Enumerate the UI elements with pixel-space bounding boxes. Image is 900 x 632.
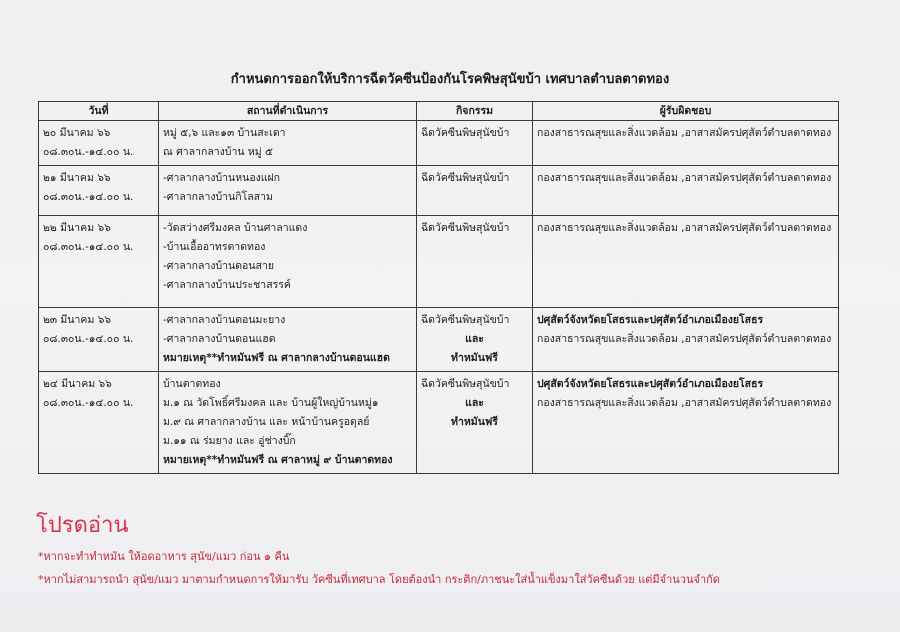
place-note: หมายเหตุ**ทำหมันฟรี ณ ศาลาหมู่ ๙ บ้านตาดทอง	[163, 454, 393, 466]
cell-responsible	[533, 216, 839, 308]
cell-responsible	[533, 372, 839, 474]
cell-activity	[417, 216, 533, 308]
cell-date	[39, 372, 159, 474]
cell-date	[39, 121, 159, 166]
schedule-table	[38, 101, 839, 474]
responsible-line: ปศุสัตว์จังหวัดยโสธรและปศุสัตว์อำเภอเมืองยโสธร	[537, 378, 764, 390]
time-text: ๐๘.๓๐น.-๑๔.๐๐ น.	[43, 146, 134, 158]
place-note: หมายเหตุ**ทำหมันฟรี ณ ศาลากลางบ้านดอนแฮด	[163, 352, 390, 364]
cell-date	[39, 166, 159, 216]
activity-line: ฉีดวัคซีนพิษสุนัขบ้า	[421, 172, 510, 184]
header-place: สถานที่ดำเนินการ	[159, 102, 417, 121]
activity-line: ฉีดวัคซีนพิษสุนัขบ้า	[421, 127, 510, 139]
place-line: -ศาลากลางบ้านกิโลสาม	[163, 191, 273, 203]
place-line: ณ ศาลากลางบ้าน หมู่ ๕	[163, 146, 273, 158]
time-text: ๐๘.๓๐น.-๑๔.๐๐ น.	[43, 241, 134, 253]
time-text: ๐๘.๓๐น.-๑๔.๐๐ น.	[43, 333, 134, 345]
responsible-line: กองสาธารณสุขและสิ่งแวดล้อม ,อาสาสมัครปศุสัตว์ตำบลตาดทอง	[537, 333, 832, 345]
cell-place	[159, 166, 417, 216]
place-line: -บ้านเอื้ออาทรตาดทอง	[163, 241, 266, 253]
table-row	[39, 372, 839, 474]
cell-place	[159, 308, 417, 372]
table-row	[39, 216, 839, 308]
place-line: -ศาลากลางบ้านดอนสาย	[163, 260, 274, 272]
place-line: ม.๙ ณ ศาลากลางบ้าน และ หน้าบ้านครูอดุลย์	[163, 416, 370, 428]
notice-line: *หากจะทำทำหมัน ให้อดอาหาร สุนัข/แมว ก่อน ๑ คืน	[38, 550, 290, 563]
header-responsible: ผู้รับผิดชอบ	[533, 102, 839, 121]
cell-responsible	[533, 166, 839, 216]
place-line: -วัดสว่างศรีมงคล บ้านศาลาแดง	[163, 222, 308, 234]
table-header-row	[39, 102, 839, 121]
header-date: วันที่	[39, 102, 159, 121]
place-line: -ศาลากลางบ้านดอนมะยาง	[163, 314, 286, 326]
place-line: ม.๑ ณ วัดโพธิ์ศรีมงคล และ บ้านผู้ใหญ่บ้านหมู่๑	[163, 397, 379, 409]
time-text: ๐๘.๓๐น.-๑๔.๐๐ น.	[43, 397, 134, 409]
cell-activity	[417, 121, 533, 166]
place-line: -ศาลากลางบ้านประชาสรรค์	[163, 279, 291, 291]
activity-line: ฉีดวัคซีนพิษสุนัขบ้า	[421, 314, 510, 326]
responsible-line: กองสาธารณสุขและสิ่งแวดล้อม ,อาสาสมัครปศุสัตว์ตำบลตาดทอง	[537, 222, 832, 234]
place-line: -ศาลากลางบ้านดอนแฮด	[163, 333, 276, 345]
date-text: ๒๐ มีนาคม ๖๖	[43, 127, 111, 139]
activity-line: ทำหมันฟรี	[451, 352, 498, 364]
cell-activity	[417, 308, 533, 372]
place-line: หมู่ ๕,๖ และ๑๓ บ้านสะเดา	[163, 127, 286, 139]
notice-heading: โปรดอ่าน	[36, 513, 129, 538]
notice-line: *หากไม่สามารถนำ สุนัข/แมว มาตามกำหนดการให้มารับ วัคซีนที่เทศบาล โดยต้องนำ กระติก/ภาชนะใส่น้ำแข็งมาใส่วัคซีนด้วย แต่มีจำนวนจำกัด	[38, 573, 720, 586]
date-text: ๒๑ มีนาคม ๖๖	[43, 172, 111, 184]
time-text: ๐๘.๓๐น.-๑๔.๐๐ น.	[43, 191, 134, 203]
cell-responsible	[533, 121, 839, 166]
date-text: ๒๔ มีนาคม ๖๖	[43, 378, 112, 390]
cell-place	[159, 372, 417, 474]
activity-line: และ	[465, 397, 484, 409]
responsible-line: ปศุสัตว์จังหวัดยโสธรและปศุสัตว์อำเภอเมืองยโสธร	[537, 314, 764, 326]
cell-responsible	[533, 308, 839, 372]
document-title: กำหนดการออกให้บริการฉีดวัคซีนป้องกันโรคพิษสุนัขบ้า เทศบาลตำบลตาดทอง	[230, 72, 670, 87]
header-activity: กิจกรรม	[417, 102, 533, 121]
cell-activity	[417, 372, 533, 474]
place-line: -ศาลากลางบ้านหนองแฝก	[163, 172, 281, 184]
responsible-line: กองสาธารณสุขและสิ่งแวดล้อม ,อาสาสมัครปศุสัตว์ตำบลตาดทอง	[537, 127, 832, 139]
activity-line: ฉีดวัคซีนพิษสุนัขบ้า	[421, 222, 510, 234]
cell-date	[39, 308, 159, 372]
table-row	[39, 121, 839, 166]
table-row	[39, 166, 839, 216]
activity-line: และ	[465, 333, 484, 345]
date-text: ๒๓ มีนาคม ๖๖	[43, 314, 112, 326]
cell-activity	[417, 166, 533, 216]
place-line: บ้านตาดทอง	[163, 378, 221, 390]
cell-place	[159, 121, 417, 166]
activity-line: ทำหมันฟรี	[451, 416, 498, 428]
responsible-line: กองสาธารณสุขและสิ่งแวดล้อม ,อาสาสมัครปศุสัตว์ตำบลตาดทอง	[537, 172, 832, 184]
cell-place	[159, 216, 417, 308]
activity-line: ฉีดวัคซีนพิษสุนัขบ้า	[421, 378, 510, 390]
cell-date	[39, 216, 159, 308]
place-line: ม.๑๑ ณ ร่มยาง และ อู่ช่างบิ๊ก	[163, 435, 296, 447]
date-text: ๒๒ มีนาคม ๖๖	[43, 222, 111, 234]
table-row	[39, 308, 839, 372]
responsible-line: กองสาธารณสุขและสิ่งแวดล้อม ,อาสาสมัครปศุสัตว์ตำบลตาดทอง	[537, 397, 832, 409]
